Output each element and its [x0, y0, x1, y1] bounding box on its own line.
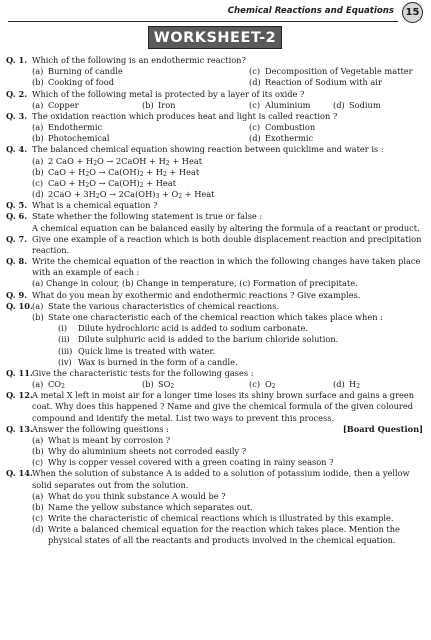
running-header: [8, 4, 398, 22]
q4-option-d: (d) $2CaO + 3H_2O \to 2Ca(OH)_3 + O_2$ + Heat: [32, 189, 215, 201]
board-question-tag: [Board Question]: [342, 423, 423, 434]
question-8: Q. 8. Write the chemical equation of the reaction in which the following changes have taken place with an example of each :: [6, 256, 421, 278]
question-9: Q. 9. What do you mean by exothermic and endothermic reactions ? Give examples.: [6, 289, 361, 300]
question-2: Q. 2. Which of the following metal is protected by a layer of its oxide ?: [6, 88, 305, 99]
q10-item-iii: (iii) Quick lime is treated with water.: [58, 345, 216, 356]
q3-options-row1: (a) Endothermic (c) Combustion: [32, 122, 316, 133]
question-11: Q. 11. Give the characteristic tests for the following gases :: [6, 367, 254, 378]
question-12: Q. 12. A metal X left in moist air for a longer time loses its shiny brown surface and gains a green coat. Why does this happened ? Name and give the chemical formula of the given coloured compound and identify the metal. List two ways to prevent this process.: [6, 390, 415, 423]
q13-part-b: (b) Why do aluminium sheets not corroded easily ?: [32, 446, 247, 457]
q4-option-c: (c) CaO + $H_2O \to Ca(OH)_2$ + Heat: [32, 177, 177, 189]
question-14: Q. 14. When the solution of substance A is added to a solution of potassium iodide, then a yellow solid separates out from the solution.: [6, 468, 410, 490]
q1-options-row1: (a) Burning of candle (c) Decomposition of Vegetable matter: [32, 66, 413, 77]
q10-part-b: (b) State one characteristic each of the chemical reaction which takes place when :: [32, 311, 383, 322]
q13-part-c: (c) Why is copper vessel covered with a green coating in rainy season ?: [32, 457, 334, 468]
question-7: Q. 7. Give one example of a reaction which is both double displacement reaction and precipitation reaction.: [6, 233, 422, 255]
q11-gases: (a) $CO_2$ (b) $SO_2$ (c) $O_2$ (d) $H_2$: [32, 379, 361, 391]
q14-part-d: (d) Write a balanced chemical equation for the reaction which takes place. Mention the physical states of all the reactants and products involved in the chemical equation.: [32, 524, 400, 546]
question-3: Q. 3. The oxidation reaction which produces heat and light is called reaction ?: [6, 110, 338, 121]
q6-statement: A chemical equation can be balanced easily by altering the formula of a reactant or product.: [32, 222, 420, 233]
q10-item-i: (i) Dilute hydrochloric acid is added to sodium carbonate.: [58, 323, 308, 334]
question-5: Q. 5. What is a chemical equation ?: [6, 200, 158, 211]
q8-parts: (a) Change in colour, (b) Change in temperature, (c) Formation of precipitate.: [32, 278, 358, 289]
q14-part-c: (c) Write the characteristic of chemical reactions which is illustrated by this example.: [32, 513, 394, 524]
q14-part-b: (b) Name the yellow substance which separates out.: [32, 501, 253, 512]
question-6: Q. 6. State whether the following statement is true or false :: [6, 211, 263, 222]
question-1: Q. 1. Which of the following is an endothermic reaction?: [6, 55, 246, 65]
q4-option-b: (b) CaO + $H_2O \to Ca(OH)_2 + H_2$ + Heat: [32, 166, 200, 178]
q2-options: (a) Copper (b) Iron (c) Aluminium (d) Sodium: [32, 99, 381, 110]
worksheet-title: WORKSHEET-2: [148, 26, 282, 49]
q14-part-a: (a) What do you think substance A would be ?: [32, 490, 226, 501]
q3-options-row2: (b) Photochemical (d) Exothermic: [32, 133, 314, 144]
question-list: [0, 55, 431, 547]
q4-option-a: (a) 2 CaO + $H_2O$ → 2CaOH + $H_2$ + Heat: [32, 155, 203, 167]
q10-item-ii: (ii) Dilute sulphuric acid is added to the barium chloride solution.: [58, 334, 339, 345]
q1-options-row2: (b) Cooking of food (d) Reaction of Sodium with air: [32, 77, 382, 88]
chapter-title: Chemical Reactions and Equations: [227, 6, 394, 16]
question-13: Q. 13. Answer the following questions : [Board Question]: [6, 423, 423, 434]
page-number: 15: [402, 2, 423, 23]
question-10: Q. 10. (a) State the various characteristics of chemical reactions.: [6, 300, 280, 311]
q10-item-iv: (iv) Wax is burned in the form of a candle.: [58, 356, 238, 367]
question-4: Q. 4. The balanced chemical equation showing reaction between quicklime and water is :: [6, 144, 384, 155]
q13-part-a: (a) What is meant by corrosion ?: [32, 434, 171, 445]
